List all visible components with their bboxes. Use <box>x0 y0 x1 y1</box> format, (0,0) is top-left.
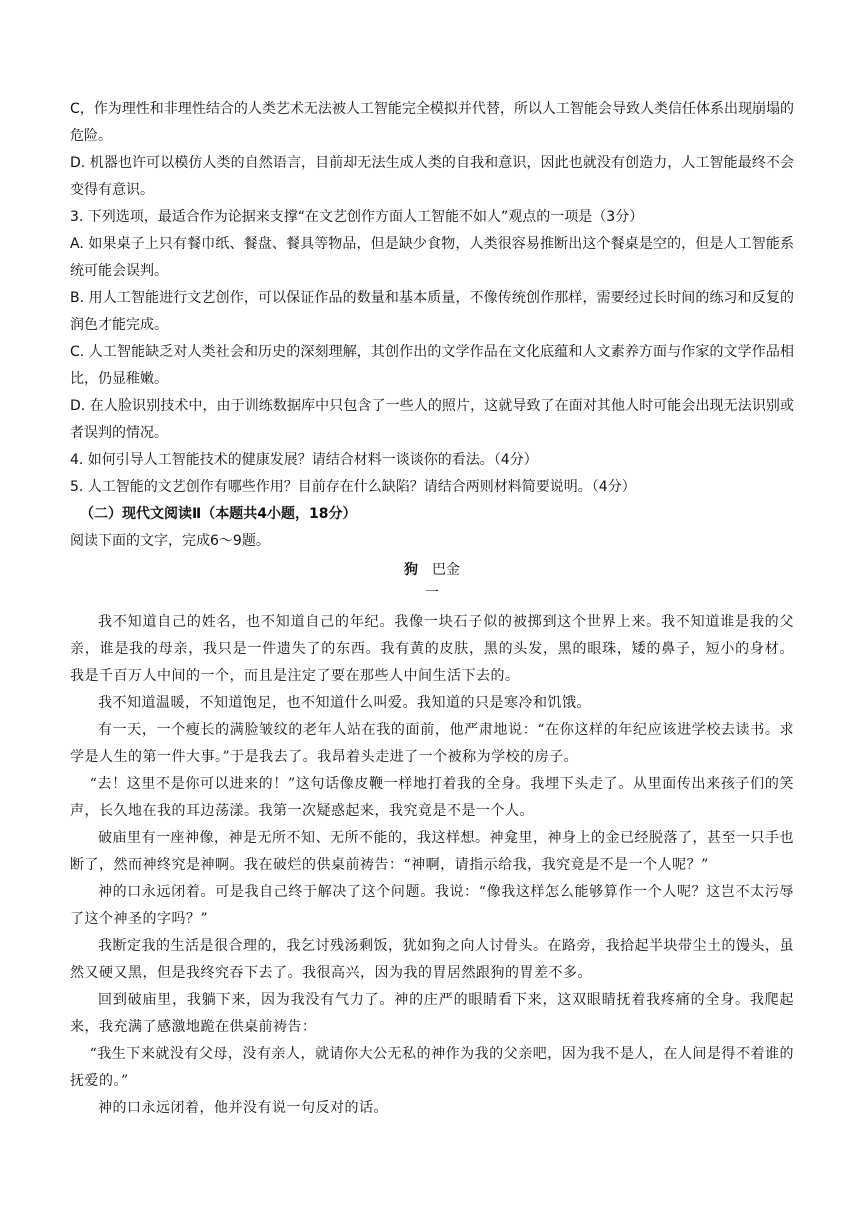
chapter-number: 一 <box>425 585 439 601</box>
passage-paragraph: 破庙里有一座神像，神是无所不知、无所不能的，我这样想。神龛里，神身上的金已经脱落了，甚至一只手也断了，然而神终究是神啊。我在破烂的供桌前祷告：“神啊，请指示给我，我究竟是不是一个人呢？” <box>70 830 794 873</box>
passage-paragraph: 神的口永远闭着。可是我自己终于解决了这个问题。我说：“像我这样怎么能够算作一个人呢？这岂不太污辱了这个神圣的字吗？” <box>70 884 794 927</box>
question2-option-d: D. 机器也许可以模仿人类的自然语言，目前却无法生成人类的自我和意识，因此也就没有创造力，人工智能最终不会变得有意识。 <box>70 155 794 198</box>
passage-paragraph: “去！这里不是你可以进来的！”这句话像皮鞭一样地打着我的全身。我埋下头走了。从里面传出来孩子们的笑声，长久地在我的耳边荡漾。我第一次疑惑起来，我究竟是不是一个人。 <box>70 776 794 819</box>
question3-option-b: B. 用人工智能进行文艺创作，可以保证作品的数量和基本质量，不像传统创作那样，需要经过长时间的练习和反复的润色才能完成。 <box>70 290 794 333</box>
passage-paragraph: 我不知道自己的姓名，也不知道自己的年纪。我像一块石子似的被掷到这个世界上来。我不知道谁是我的父亲，谁是我的母亲，我只是一件遗失了的东西。我有黄的皮肤，黑的头发，黑的眼珠，矮的鼻子，短小的身材。我是千百万人中间的一个，而且是注定了要在那些人中间生活下去的。 <box>70 614 794 684</box>
question5: 5. 人工智能的文艺创作有哪些作用？目前存在什么缺陷？请结合两则材料简要说明。（4分） <box>70 479 636 495</box>
passage-title-line <box>70 557 794 583</box>
document-page <box>70 96 794 1122</box>
question4: 4. 如何引导人工智能技术的健康发展？请结合材料一谈谈你的看法。（4分） <box>70 452 538 468</box>
passage-paragraph: 我不知道温暖，不知道饱足，也不知道什么叫爱。我知道的只是寒冷和饥饿。 <box>98 695 591 711</box>
question2-option-c: C，作为理性和非理性结合的人类艺术无法被人工智能完全模拟并代替，所以人工智能会导致人类信任体系出现崩塌的危险。 <box>70 101 794 144</box>
section-instruction: 阅读下面的文字，完成6～9题。 <box>70 533 270 549</box>
passage-paragraph: 回到破庙里，我躺下来，因为我没有气力了。神的庄严的眼睛看下来，这双眼睛抚着我疼痛的全身。我爬起来，我充满了感激地跪在供桌前祷告： <box>70 992 794 1035</box>
passage-paragraph: 我断定我的生活是很合理的，我乞讨残汤剩饭，犹如狗之向人讨骨头。在路旁，我拾起半块带尘土的馒头，虽然又硬又黑，但是我终究吞下去了。我很高兴，因为我的胃居然跟狗的胃差不多。 <box>70 938 794 981</box>
question3-stem: 3. 下列选项，最适合作为论据来支撑“在文艺创作方面人工智能不如人”观点的一项是（3分） <box>70 209 644 225</box>
question3-option-a: A. 如果桌子上只有餐巾纸、餐盘、餐具等物品，但是缺少食物，人类很容易推断出这个餐桌是空的，但是人工智能系统可能会误判。 <box>70 236 794 279</box>
question3-option-c: C. 人工智能缺乏对人类社会和历史的深刻理解，其创作出的文学作品在文化底蕴和人文素养方面与作家的文学作品相比，仍显稚嫩。 <box>70 344 794 387</box>
section-heading: （二）现代文阅读Ⅱ（本题共4小题，18分） <box>80 506 357 522</box>
passage-author: 巴金 <box>432 562 460 578</box>
question3-option-d: D. 在人脸识别技术中，由于训练数据库中只包含了一些人的照片，这就导致了在面对其他人时可能会出现无法识别或者误判的情况。 <box>70 398 794 441</box>
passage-title: 狗 <box>404 562 418 578</box>
passage-body <box>70 609 794 1122</box>
passage-paragraph: 神的口永远闭着，他并没有说一句反对的话。 <box>98 1100 388 1116</box>
passage-paragraph: 有一天，一个瘦长的满脸皱纹的老年人站在我的面前，他严肃地说：“在你这样的年纪应该进学校去读书。求学是人生的第一件大事。”于是我去了。我昂着头走进了一个被称为学校的房子。 <box>70 722 794 765</box>
passage-paragraph: “我生下来就没有父母，没有亲人，就请你大公无私的神作为我的父亲吧，因为我不是人，在人间是得不着谁的抚爱的。” <box>70 1046 794 1089</box>
